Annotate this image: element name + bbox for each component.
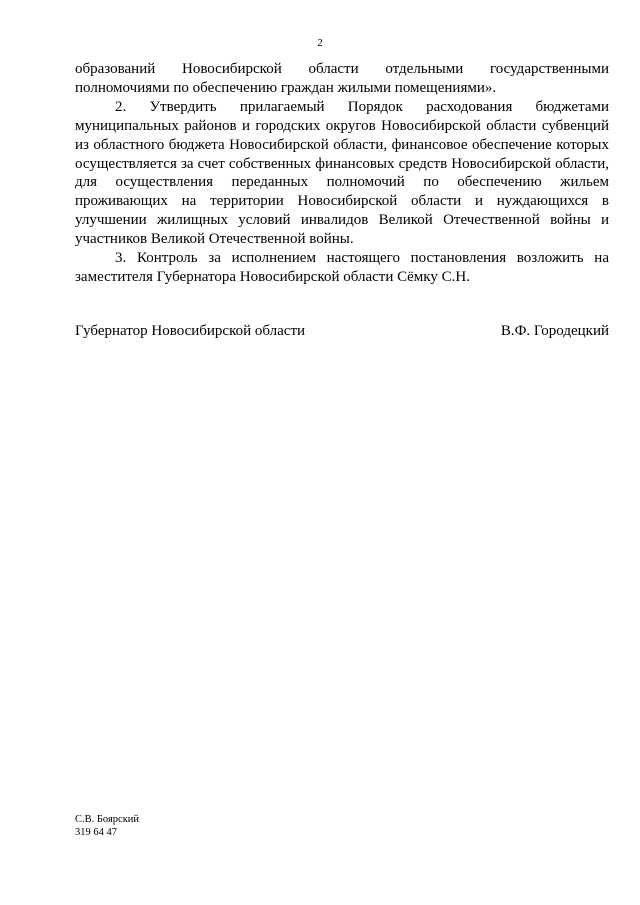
signatory-name: В.Ф. Городецкий (500, 323, 609, 339)
executor-name: С.В. Боярский (75, 814, 140, 825)
page-number: 2 (317, 37, 323, 49)
paragraph-item-2: 2. Утвердить прилагаемый Порядок расходования бюджетами муниципальных районов и городских округов Новосибирской области субвенций из областного бюджета Новосибирской области, финансовое обеспечение которых осуществляется за счет собственных финансовых средств Новосибирской области, для осуществления переданных полномочий по обеспечению жильем проживающих на территории Новосибирской области и нуждающихся в улучшении жилищных условий инвалидов Великой Отечественной войны и участников Великой Отечественной войны. (75, 98, 609, 248)
executor-phone: 319 64 47 (75, 827, 117, 838)
signatory-position: Губернатор Новосибирской области (75, 323, 306, 339)
document-body (75, 60, 609, 287)
paragraph-item-3: 3. Контроль за исполнением настоящего постановления возложить на заместителя Губернатора Новосибирской области Сёмку С.Н. (75, 250, 609, 285)
paragraph-continuation: образований Новосибирской области отдельными государственными полномочиями по обеспечению граждан жилыми помещениями». (75, 61, 609, 96)
signature-block (75, 322, 609, 340)
executor-footer (75, 813, 139, 839)
